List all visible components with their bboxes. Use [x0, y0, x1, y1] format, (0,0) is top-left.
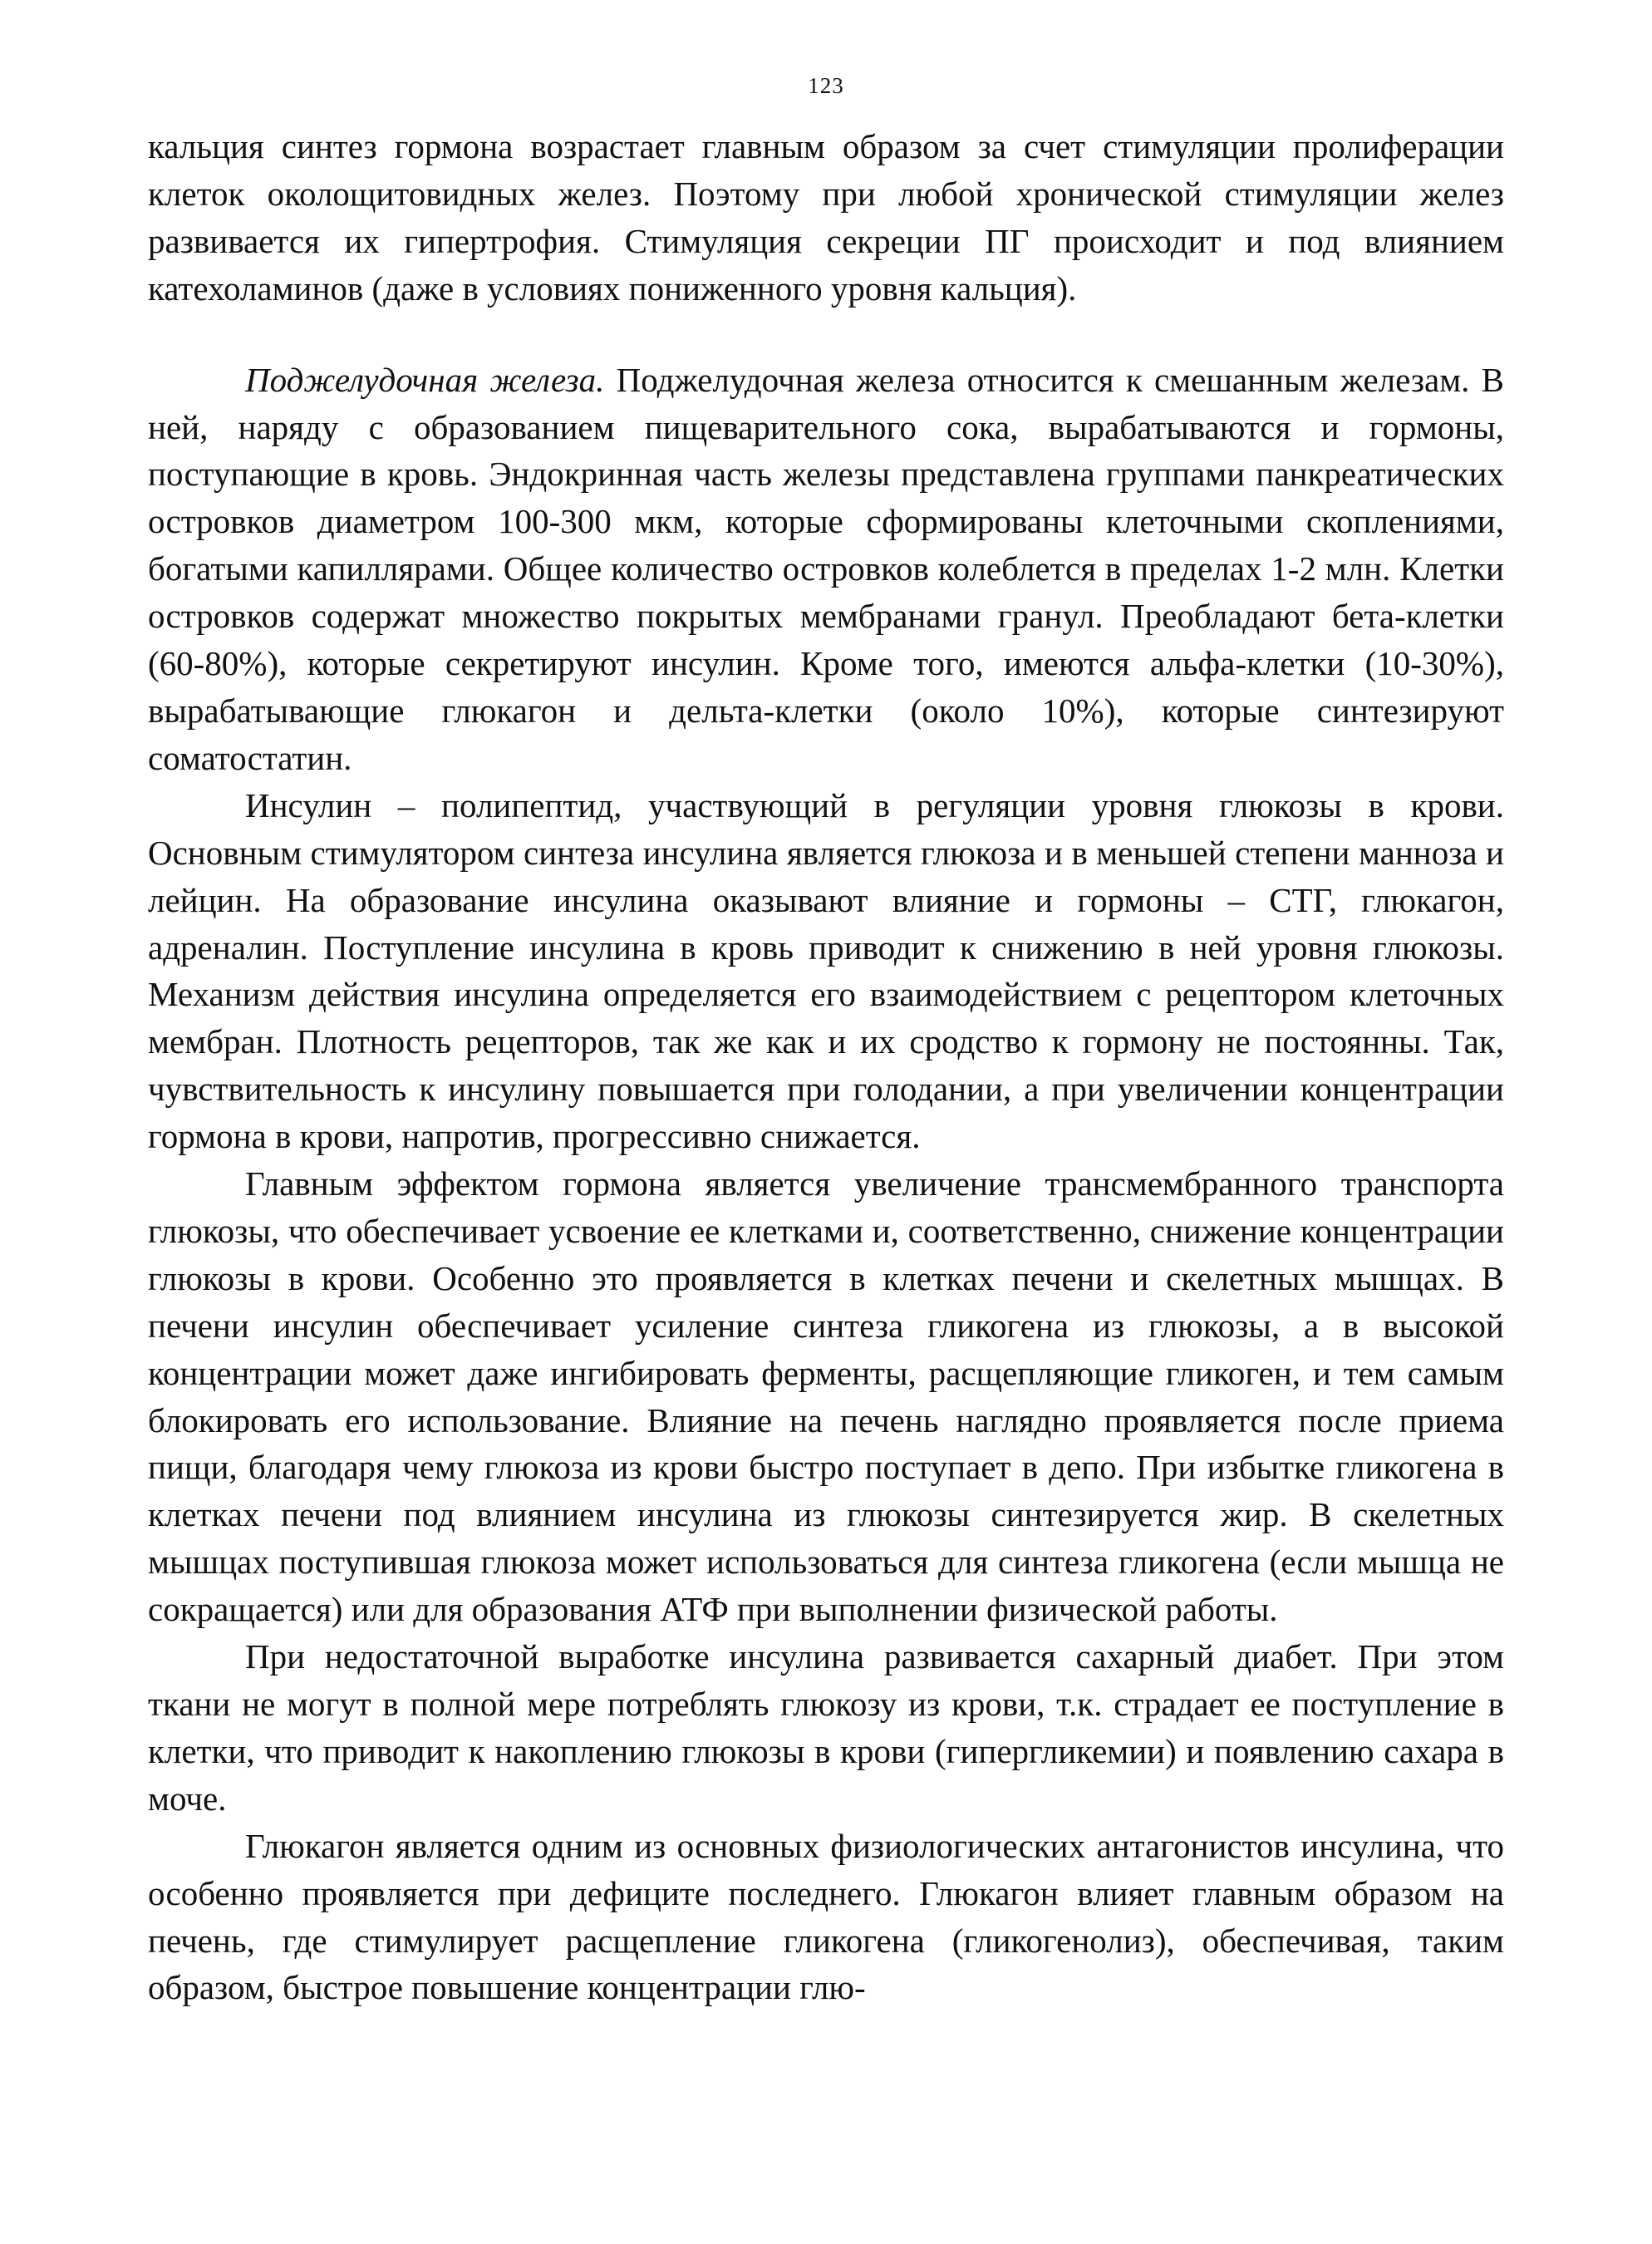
section-heading-pancreas: Поджелудочная железа. [245, 360, 605, 399]
paragraph-insulin-effect: Главным эффектом гормона является увеличение трансмембранного транспорта глюкозы, что обеспечивает усвоение ее клетками и, соответственно, снижение концентрации глюкозы в крови. Особенно это проявляется в клетках печени и скелетных мышцах. В печени инсулин обеспечивает усиление синтеза гликогена из глюкозы, а в высокой концентрации может даже ингибировать ферменты, расщепляющие гликоген, и тем самым блокировать его использование. Влияние на печень наглядно проявляется после приема пищи, благодаря чему глюкоза из крови быстро поступает в депо. При избытке гликогена в клетках печени под влиянием инсулина из глюкозы синтезируется жир. В скелетных мышцах поступившая глюкоза может использоваться для синтеза гликогена (если мышца не сокращается) или для образования АТФ при выполнении физической работы. [148, 1164, 1504, 1629]
paragraph-calcium-continuation: кальция синтез гормона возрастает главным образом за счет стимуляции пролиферации клеток околощитовидных желез. Поэтому при любой хронической стимуляции желез развивается их гипертрофия. Стимуляция секреции ПГ происходит и под влиянием катехоламинов (даже в условиях пониженного уровня кальция). [148, 127, 1504, 308]
page-number: 123 [808, 73, 844, 98]
page-body [148, 123, 1504, 2011]
paragraph-pancreas [148, 357, 1504, 782]
paragraph-insulin: Инсулин – полипептид, участвующий в регуляции уровня глюкозы в крови. Основным стимулятором синтеза инсулина является глюкоза и в меньшей степени манноза и лейцин. На образование инсулина оказывают влияние и гормоны – СТГ, глюкагон, адреналин. Поступление инсулина в кровь приводит к снижению в ней уровня глюкозы. Механизм действия инсулина определяется его взаимодействием с рецептором клеточных мембран. Плотность рецепторов, так же как и их сродство к гормону не постоянны. Так, чувствительность к инсулину повышается при голодании, а при увеличении концентрации гормона в крови, напротив, прогрессивно снижается. [148, 785, 1504, 1156]
paragraph-glucagon: Глюкагон является одним из основных физиологических антагонистов инсулина, что особенно проявляется при дефиците последнего. Глюкагон влияет главным образом на печень, где стимулирует расщепление гликогена (гликогенолиз), обеспечивая, таким образом, быстрое повышение концентрации глю- [148, 1826, 1504, 2007]
paragraph-diabetes: При недостаточной выработке инсулина развивается сахарный диабет. При этом ткани не могут в полной мере потреблять глюкозу из крови, т.к. страдает ее поступление в клетки, что приводит к накоплению глюкозы в крови (гипергликемии) и появлению сахара в моче. [148, 1637, 1504, 1818]
paragraph-pancreas-text: Поджелудочная железа относится к смешанным железам. В ней, наряду с образованием пищеварительного сока, вырабатываются и гормоны, поступающие в кровь. Эндокринная часть железы представлена группами панкреатических островков диаметром 100-300 мкм, которые сформированы клеточными скоплениями, богатыми капиллярами. Общее количество островков колеблется в пределах 1-2 млн. Клетки островков содержат множество покрытых мембранами гранул. Преобладают бета-клетки (60-80%), которые секретируют инсулин. Кроме того, имеются альфа-клетки (10-30%), вырабатывающие глюкагон и дельта-клетки (около 10%), которые синтезируют соматостатин. [148, 360, 1504, 777]
